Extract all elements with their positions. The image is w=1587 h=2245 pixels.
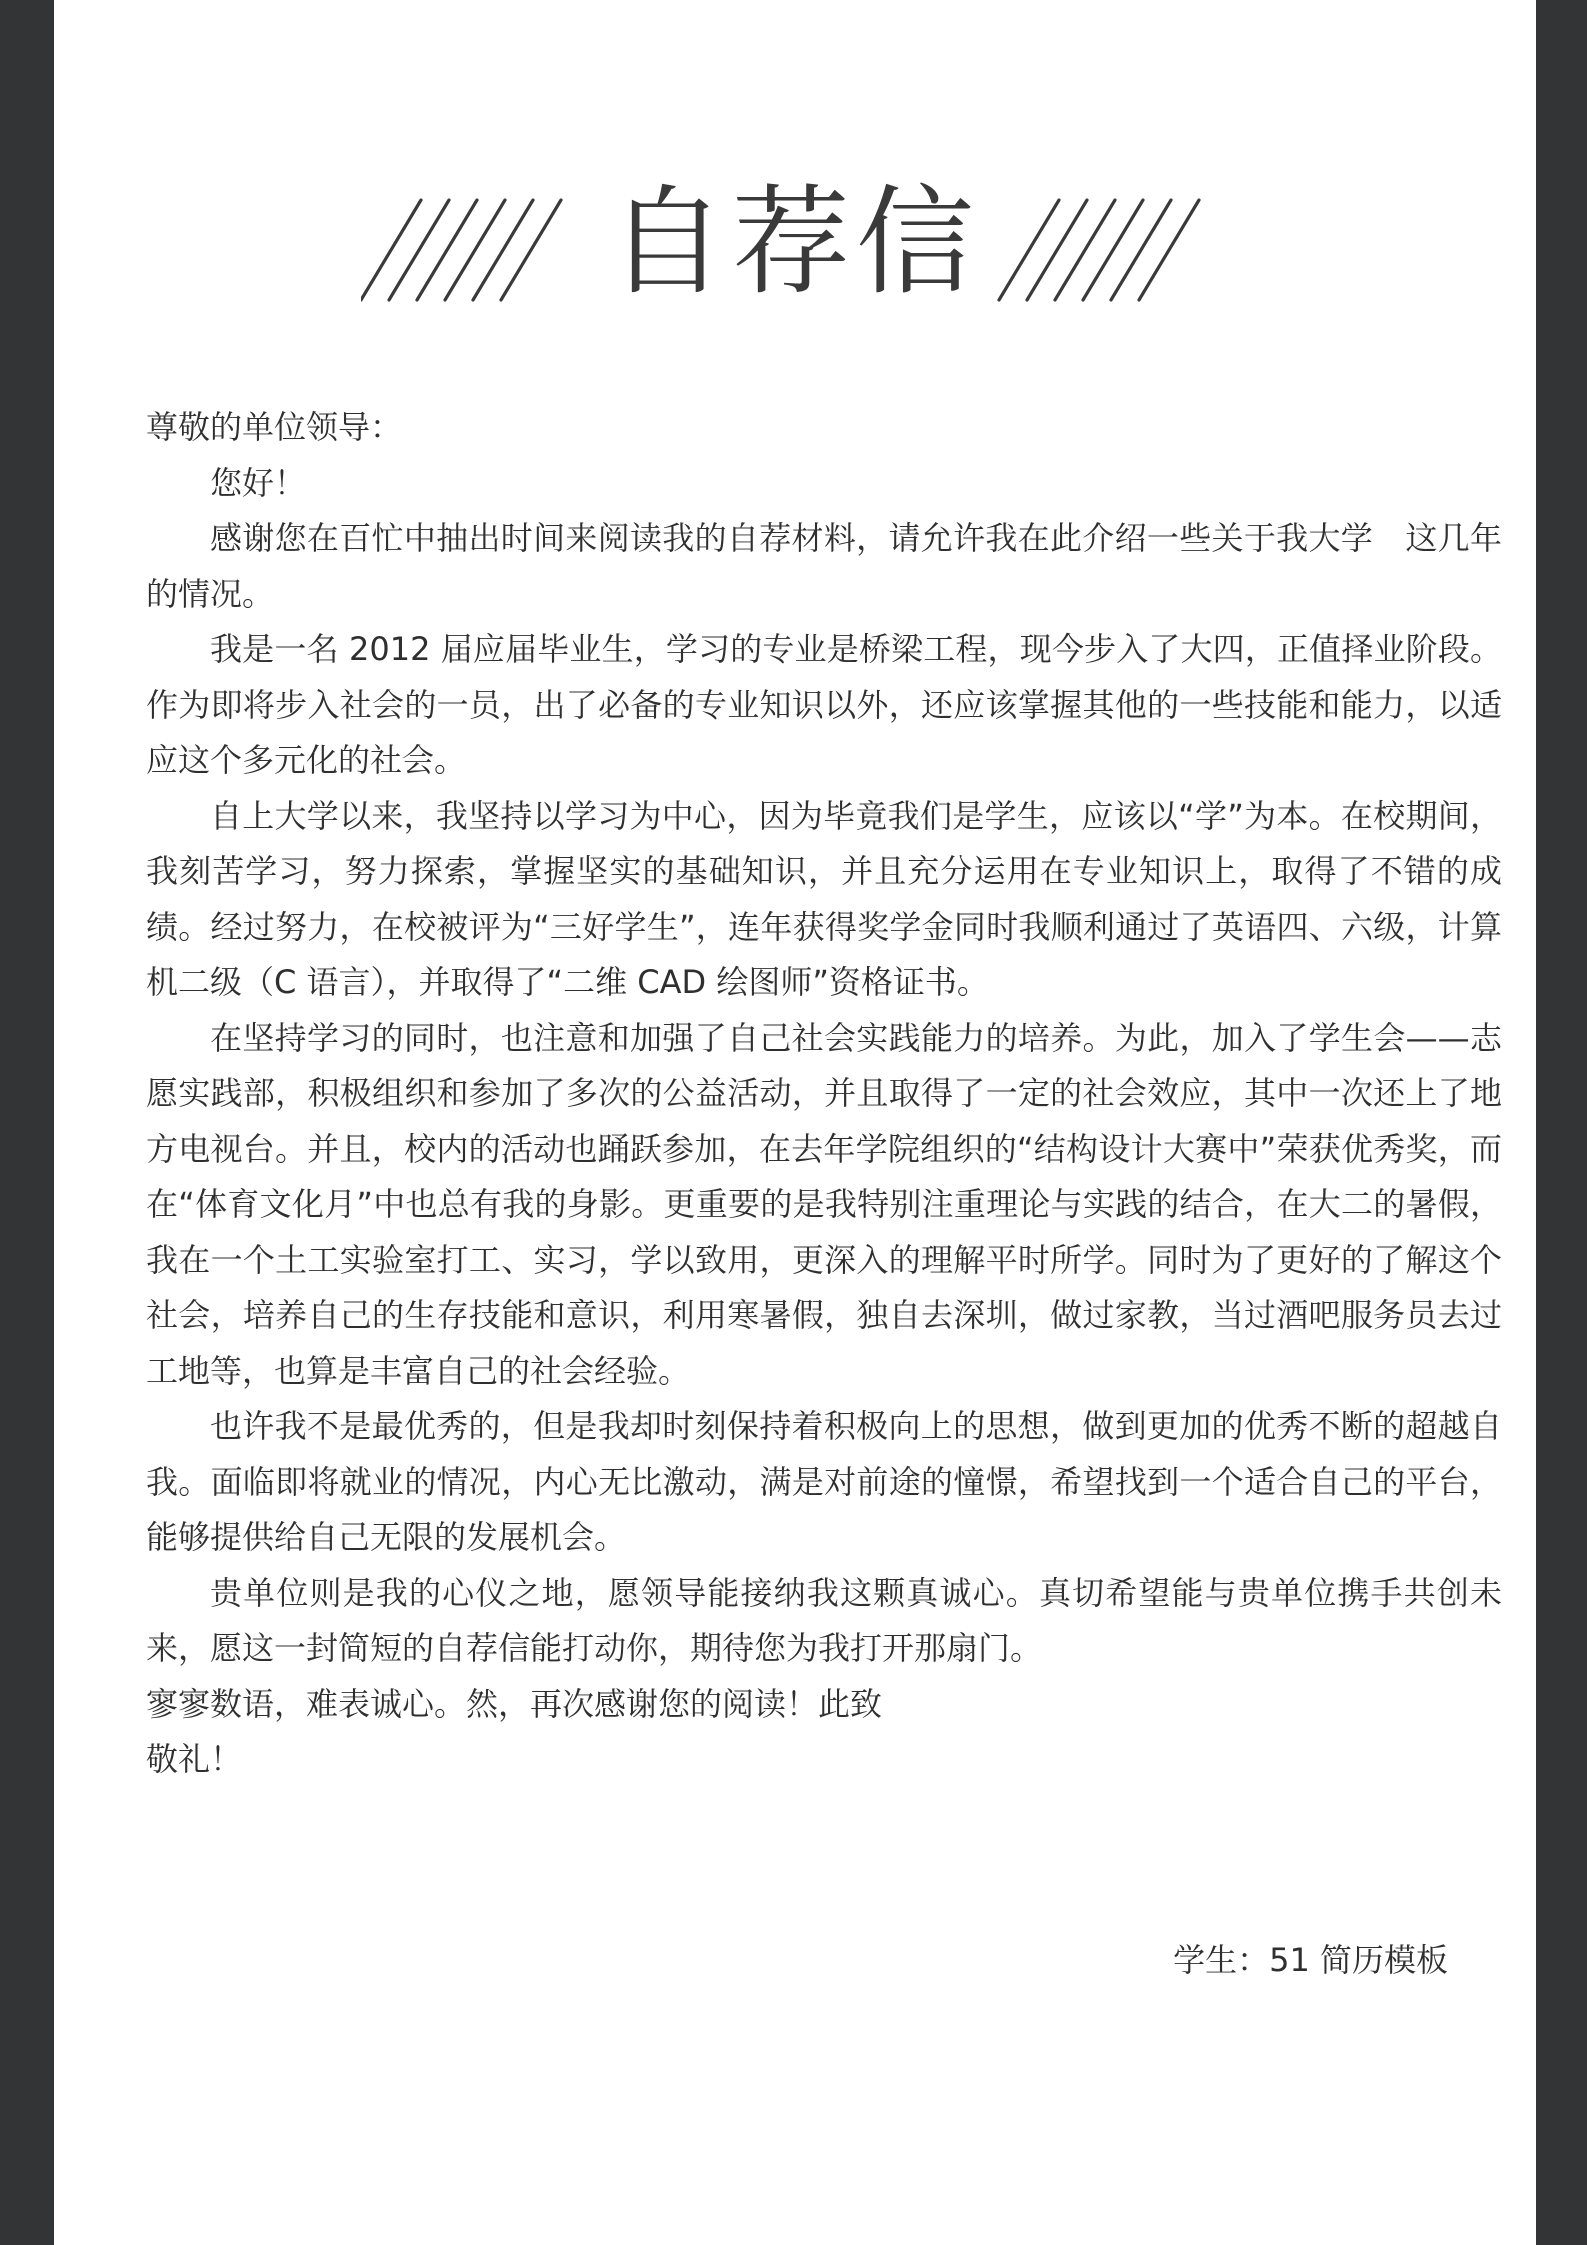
signature: 学生：51 简历模板 xyxy=(1173,1941,1448,1979)
right-slash-decoration xyxy=(984,190,1204,310)
closing-line: 寥寥数语，难表诚心。然，再次感谢您的阅读！此致 xyxy=(146,1684,883,1723)
paragraph-5: 也许我不是最优秀的，但是我却时刻保持着积极向上的思想，做到更加的优秀不断的超越自我。面临即将就业的情况，内心无比激动，满是对前途的憧憬，希望找到一个适合自己的平台，能够提供给自己无限的发展机会。 xyxy=(146,1407,1502,1556)
paragraph-1: 感谢您在百忙中抽出时间来阅读我的自荐材料，请允许我在此介绍一些关于我大学 这几年的情况。 xyxy=(146,519,1502,613)
page-title: 自荐信 xyxy=(607,173,980,311)
letter-page xyxy=(54,0,1536,2245)
closing-regards: 敬礼！ xyxy=(146,1740,243,1778)
greeting: 您好！ xyxy=(210,463,307,502)
title-row xyxy=(54,150,1536,320)
paragraph-6: 贵单位则是我的心仪之地，愿领导能接纳我这颗真诚心。真切希望能与贵单位携手共创未来，愿这一封简短的自荐信能打动你，期待您为我打开那扇门。 xyxy=(146,1573,1502,1667)
left-slash-decoration xyxy=(361,190,581,310)
paragraph-2: 我是一名 2012 届应届毕业生，学习的专业是桥梁工程，现今步入了大四，正值择业阶段。作为即将步入社会的一员，出了必备的专业知识以外，还应该掌握其他的一些技能和能力，以适应这个多元化的社会。 xyxy=(146,630,1502,779)
paragraph-3: 自上大学以来，我坚持以学习为中心，因为毕竟我们是学生，应该以“学”为本。在校期间，我刻苦学习，努力探索，掌握坚实的基础知识，并且充分运用在专业知识上，取得了不错的成绩。经过努力，在校被评为“三好学生”，连年获得奖学金同时我顺利通过了英语四、六级，计算机二级（C 语言），并取得了“二维 CAD 绘图师”资格证书。 xyxy=(146,796,1502,1001)
paragraph-4: 在坚持学习的同时，也注意和加强了自己社会实践能力的培养。为此，加入了学生会——志愿实践部，积极组织和参加了多次的公益活动，并且取得了一定的社会效应，其中一次还上了地方电视台。并且，校内的活动也踊跃参加，在去年学院组织的“结构设计大赛中”荣获优秀奖，而在“体育文化月”中也总有我的身影。更重要的是我特别注重理论与实践的结合，在大二的暑假，我在一个土工实验室打工、实习，学以致用，更深入的理解平时所学。同时为了更好的了解这个社会，培养自己的生存技能和意识，利用寒暑假，独自去深圳，做过家教，当过酒吧服务员去过工地等，也算是丰富自己的社会经验。 xyxy=(146,1018,1502,1390)
salutation: 尊敬的单位领导： xyxy=(146,408,403,446)
letter-body xyxy=(146,400,1502,1788)
